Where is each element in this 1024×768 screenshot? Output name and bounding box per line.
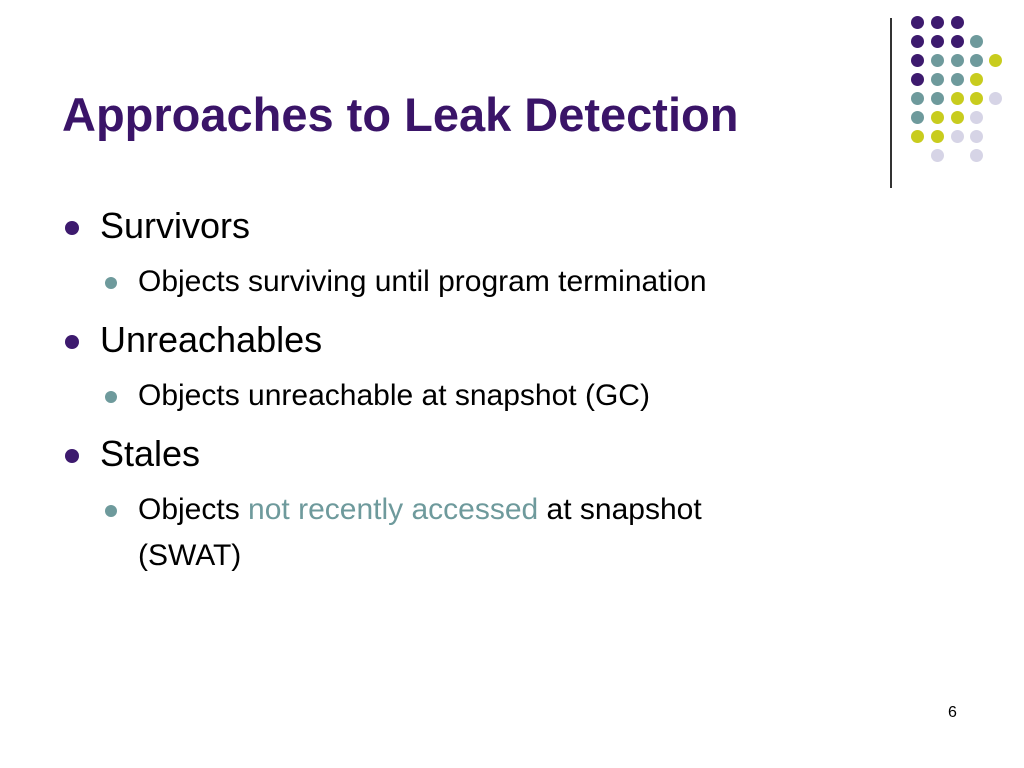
sub-bullet-stales-text-after: at snapshot <box>538 493 702 526</box>
sub-bullet-stales-text-before: Objects <box>138 493 249 526</box>
sub-bullet-stales <box>138 490 702 530</box>
sub-bullet-survivors: Objects surviving until program termination <box>138 265 707 298</box>
bullet-stales: Stales <box>100 433 201 474</box>
page-number: 6 <box>948 704 957 721</box>
sub-bullet-icon <box>105 391 117 403</box>
sub-bullet-icon <box>105 277 117 289</box>
sub-bullet-stales-highlight: not recently accessed <box>248 493 539 526</box>
sub-bullet-stales-line2: (SWAT) <box>138 539 242 572</box>
bullet-icon <box>65 449 79 463</box>
bullet-survivors: Survivors <box>100 205 251 246</box>
sub-bullet-unreachables: Objects unreachable at snapshot (GC) <box>138 379 650 412</box>
sub-bullet-icon <box>105 505 117 517</box>
bullet-icon <box>65 335 79 349</box>
slide-title: Approaches to Leak Detection <box>62 88 739 141</box>
bullet-unreachables: Unreachables <box>100 319 323 360</box>
bullet-icon <box>65 221 79 235</box>
